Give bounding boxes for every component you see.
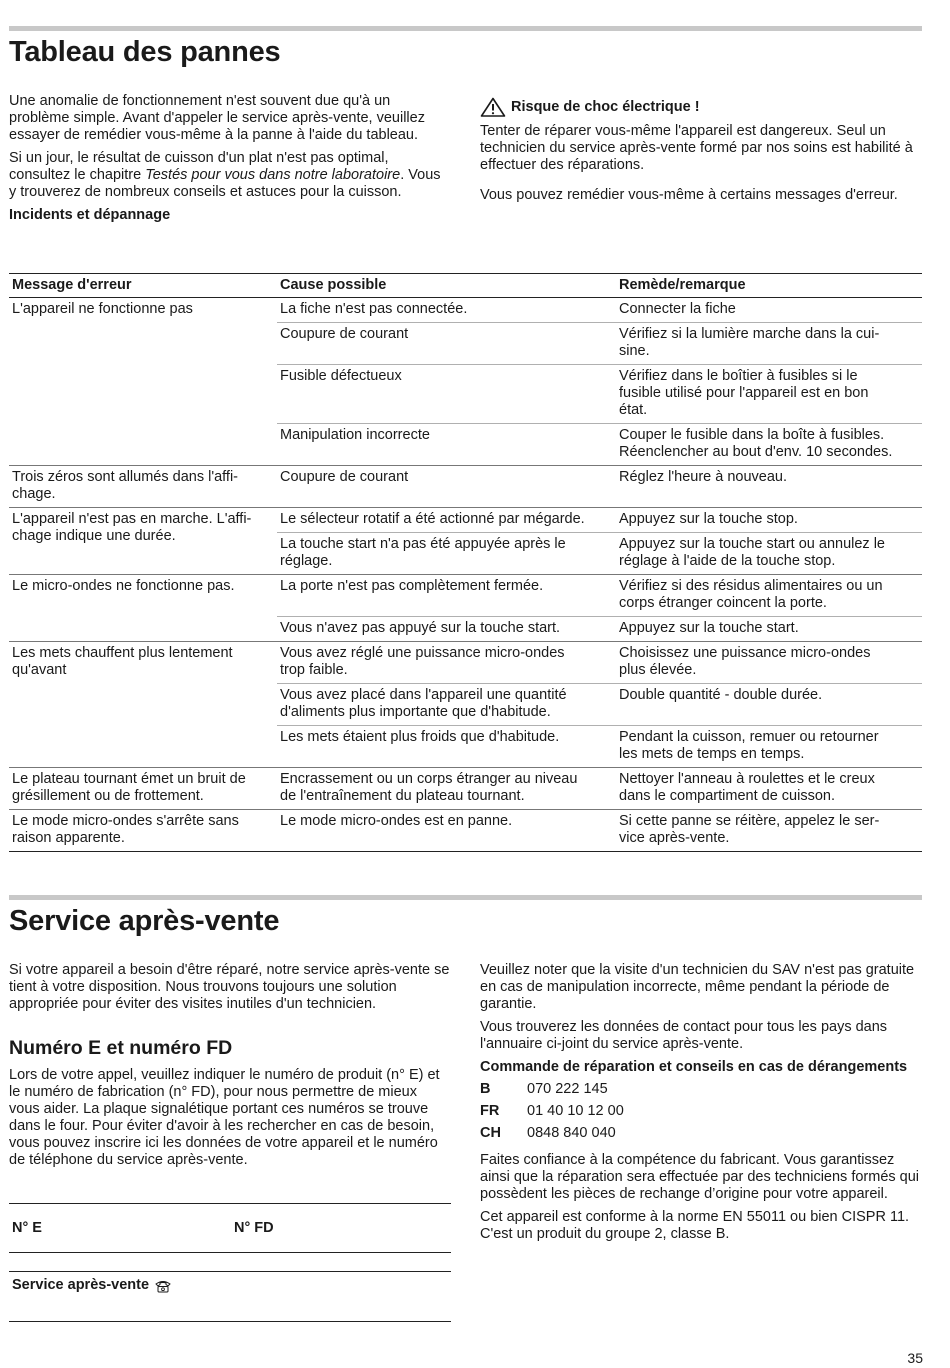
cause-cell: Vous n'avez pas appuyé sur la touche start. (277, 617, 616, 642)
remedy-cell: Appuyez sur la touche start. (616, 617, 922, 642)
remedy-cell: Pendant la cuisson, remuer ou retourner les mets de temps en temps. (616, 726, 922, 768)
contacts-list (480, 1078, 922, 1144)
remedy-cell: Couper le fusible dans la boîte à fusibles. Réenclencher au bout d'env. 10 secondes. (616, 424, 922, 466)
phone-number: 070 222 145 (527, 1080, 608, 1097)
remedy-cell: Connecter la fiche (619, 301, 736, 317)
faults-intro-paragraph-2: Si un jour, le résultat de cuisson d'un plat n'est pas optimal, consultez le chapitre Testés pour vous dans notre laboratoire. Vous y trouverez de nombreux conseils et astuces pour la cuisson. (9, 150, 441, 200)
table-subheading: Incidents et dépannage (9, 207, 171, 223)
table-row (9, 575, 922, 617)
remedy-cell: Double quantité - double durée. (616, 684, 922, 726)
warning-column (480, 97, 922, 210)
cause-cell: Vous avez placé dans l'appareil une quantité d'aliments plus importante que d'habitude. (277, 684, 616, 726)
service-contacts-note: Vous trouverez les données de contact pour tous les pays dans l'annuaire ci-joint du service après-vente. (480, 1019, 888, 1052)
service-left-column (9, 962, 451, 1175)
service-note: Veuillez noter que la visite d'un technicien du SAV n'est pas gratuite en cas de manipulation incorrecte, même pendant la période de garantie. (480, 962, 915, 1012)
remedy-cell: Appuyez sur la touche stop. (616, 508, 922, 533)
cause-cell: Les mets étaient plus froids que d'habitude. (277, 726, 616, 768)
section-title-faults: Tableau des pannes (9, 36, 281, 68)
table-row (9, 508, 922, 533)
header-remedy: Remède/remarque (616, 274, 922, 298)
table-row (9, 768, 922, 810)
faults-intro-column (9, 93, 451, 230)
form-service-label: Service après-vente (12, 1277, 172, 1294)
table-row (9, 298, 922, 323)
form-line (9, 1252, 451, 1253)
header-message: Message d'erreur (9, 274, 277, 298)
contact-row (480, 1078, 922, 1100)
contact-row (480, 1100, 922, 1122)
telephone-icon (154, 1279, 172, 1293)
service-right-column (480, 962, 922, 1249)
cause-cell: Fusible défectueux (277, 365, 616, 424)
form-label-e: N° E (12, 1220, 42, 1236)
form-line (9, 1203, 451, 1204)
warning-text-2: Vous pouvez remédier vous-même à certains messages d'erreur. (480, 187, 898, 203)
table-row (9, 810, 922, 852)
remedy-cell: Si cette panne se réitère, appelez le ser- vice après-vente. (616, 810, 922, 852)
warning-title: Risque de choc électrique ! (511, 98, 700, 115)
chapter-reference: Testés pour vous dans notre laboratoire (145, 167, 401, 183)
cause-cell: Coupure de courant (277, 466, 616, 508)
country-code: FR (480, 1102, 500, 1119)
table-header-row (9, 274, 922, 298)
table-row (9, 466, 922, 508)
remedy-cell: Nettoyer l'anneau à roulettes et le creux dans le compartiment de cuisson. (616, 768, 922, 810)
cause-cell: Encrassement ou un corps étranger au niveau de l'entraînement du plateau tournant. (277, 768, 616, 810)
error-message-cell: Le mode micro-ondes s'arrête sans raison apparente. (9, 810, 277, 852)
contact-row (480, 1122, 922, 1144)
section-divider (9, 26, 922, 31)
faults-intro-paragraph: Une anomalie de fonctionnement n'est souvent due qu'à un problème simple. Avant d'appeler le service après-vente, veuillez essayer de remédier vous-même à la panne à l'aide du tableau. (9, 93, 425, 143)
phone-number: 01 40 10 12 00 (527, 1102, 624, 1119)
remedy-cell: Réglez l'heure à nouveau. (616, 466, 922, 508)
manufacturer-note: Faites confiance à la compétence du fabricant. Vous garantissez ainsi que la réparation sera effectuée par des techniciens formés qui possèdent les pièces de rechange d’origine pour votre appareil. (480, 1152, 920, 1202)
cause-cell: La porte n'est pas complètement fermée. (277, 575, 616, 617)
contacts-title: Commande de réparation et conseils en cas de dérangements (480, 1059, 908, 1075)
cause-cell: Coupure de courant (277, 323, 616, 365)
form-line (9, 1321, 451, 1322)
subsection-title: Numéro E et numéro FD (9, 1037, 233, 1059)
warning-heading (480, 97, 922, 117)
error-message-cell: Le plateau tournant émet un bruit de grésillement ou de frottement. (9, 768, 277, 810)
form-line (9, 1271, 451, 1272)
section-divider-2 (9, 895, 922, 900)
country-code: B (480, 1080, 491, 1097)
table-row (9, 642, 922, 684)
phone-number: 0848 840 040 (527, 1124, 616, 1141)
header-cause: Cause possible (277, 274, 616, 298)
section-title-service: Service après-vente (9, 905, 280, 937)
remedy-cell: Vérifiez si la lumière marche dans la cui- sine. (616, 323, 922, 365)
remedy-cell: Vérifiez si des résidus alimentaires ou un corps étranger coincent la porte. (616, 575, 922, 617)
cause-cell: Manipulation incorrecte (277, 424, 616, 466)
cause-cell: Le sélecteur rotatif a été actionné par mégarde. (277, 508, 616, 533)
cause-cell: La fiche n'est pas connectée. (280, 301, 468, 317)
cause-cell: Le mode micro-ondes est en panne. (277, 810, 616, 852)
form-label-fd: N° FD (234, 1220, 274, 1236)
error-message-cell: Trois zéros sont allumés dans l'affi- chage. (9, 466, 277, 508)
subsection-text: Lors de votre appel, veuillez indiquer le numéro de produit (n° E) et le numéro de fabrication (n° FD), pour nous permettre de mieux vous aider. La plaque signalétique portant ces numéros se trouve dans le four. Pour éviter d'avoir à les rechercher en cas de besoin, vous pouvez inscrire ici les données de votre appareil et le numéro de téléphone du service après-vente. (9, 1067, 440, 1168)
faults-table (9, 273, 922, 852)
country-code: CH (480, 1124, 501, 1141)
error-message-cell: L'appareil n'est pas en marche. L'affi- chage indique une durée. (9, 508, 277, 575)
remedy-cell: Appuyez sur la touche start ou annulez le réglage à l'aide de la touche stop. (616, 533, 922, 575)
cause-cell: La touche start n'a pas été appuyée après le réglage. (277, 533, 616, 575)
conformity-note: Cet appareil est conforme à la norme EN 55011 ou bien CISPR 11. C'est un produit du groupe 2, classe B. (480, 1209, 910, 1242)
warning-text: Tenter de réparer vous-même l'appareil est dangereux. Seul un technicien du service après-vente formé par nos soins est habilité à effectuer des réparations. (480, 123, 913, 173)
error-message-cell: Les mets chauffent plus lentement qu'avant (9, 642, 277, 768)
cause-cell: Vous avez réglé une puissance micro-ondes trop faible. (277, 642, 616, 684)
warning-triangle-icon (480, 97, 506, 117)
error-message-cell: L'appareil ne fonctionne pas (12, 301, 193, 317)
service-intro: Si votre appareil a besoin d'être réparé, notre service après-vente se tient à votre disposition. Nous trouvons toujours une solution appropriée pour éviter des visites inutiles d'un technicien. (9, 962, 450, 1012)
remedy-cell: Vérifiez dans le boîtier à fusibles si le fusible utilisé pour l'appareil est en bon état. (616, 365, 922, 424)
error-message-cell: Le micro-ondes ne fonctionne pas. (9, 575, 277, 642)
record-form (9, 1203, 451, 1323)
page-number: 35 (907, 1350, 923, 1366)
remedy-cell: Choisissez une puissance micro-ondes plus élevée. (616, 642, 922, 684)
